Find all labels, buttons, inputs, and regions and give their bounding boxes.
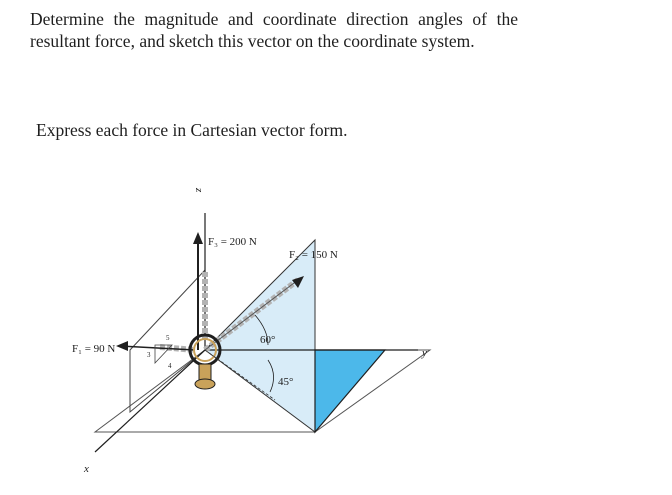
slope-label-5: 5 xyxy=(166,334,170,342)
angle-60-label: 60° xyxy=(260,334,276,346)
z-axis-label: z xyxy=(193,188,205,193)
x-axis-label: x xyxy=(84,463,89,475)
f1-label: F₁ = 90 N xyxy=(72,343,116,355)
f2-projection-plane xyxy=(315,350,385,432)
angle-45-label: 45° xyxy=(278,376,294,388)
instruction-text: Express each force in Cartesian vector form. xyxy=(36,120,348,140)
y-axis-label: y xyxy=(422,347,427,359)
problem-statement: Determine the magnitude and coordinate direction angles of the resultant force, and sketch this vector on the coordinate system. xyxy=(30,9,518,51)
f2-label: F₂ = 150 N xyxy=(289,249,338,261)
x-axis xyxy=(95,350,205,452)
f1-arrowhead xyxy=(116,341,128,351)
slope-label-4: 4 xyxy=(168,362,172,370)
f3-arrowhead xyxy=(193,232,203,244)
f3-label: F₃ = 200 N xyxy=(208,236,257,248)
slope-label-3: 3 xyxy=(147,351,151,359)
